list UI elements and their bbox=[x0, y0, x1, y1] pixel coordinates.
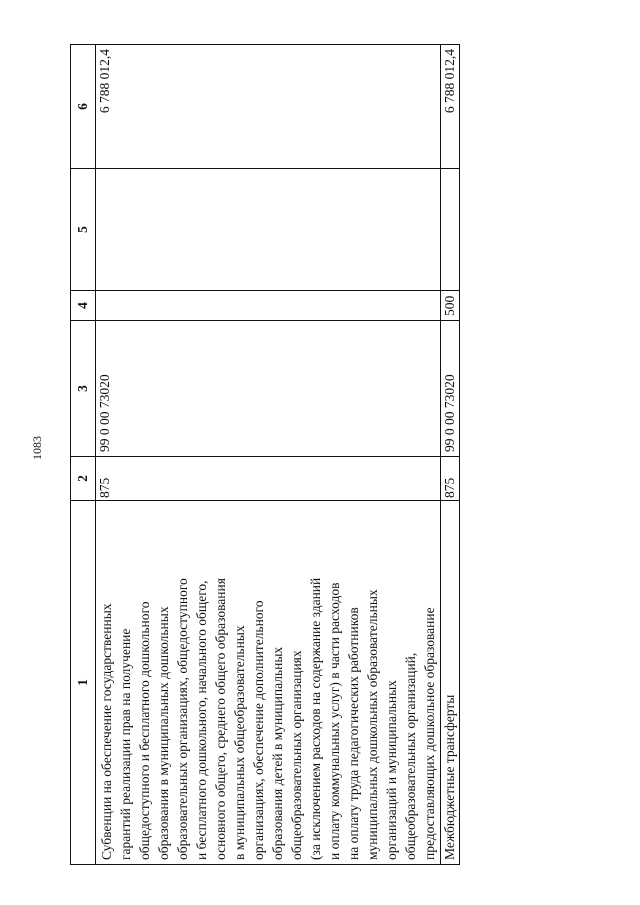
row-col-4: 500 bbox=[441, 291, 460, 321]
row-col-5 bbox=[96, 169, 441, 291]
table-header-row bbox=[71, 45, 96, 865]
row-description bbox=[96, 501, 441, 865]
row-col-3: 99 0 00 73020 bbox=[96, 321, 441, 457]
description-line: образования в муниципальных дошкольных bbox=[156, 606, 171, 860]
page-number: 1083 bbox=[30, 436, 44, 460]
description-line: образовательных организациях, общедоступного bbox=[175, 578, 190, 860]
row-col-3: 99 0 00 73020 bbox=[441, 321, 460, 457]
row-col-5 bbox=[441, 169, 460, 291]
description-line: общедоступного и бесплатного дошкольного bbox=[137, 601, 152, 860]
description-line: (за исключением расходов на содержание зданий bbox=[308, 577, 323, 860]
description-line: муниципальных дошкольных образовательных bbox=[365, 589, 380, 860]
header-col-6: 6 bbox=[71, 45, 96, 169]
row-col-6: 6 788 012,4 bbox=[96, 45, 441, 169]
description-line: на оплату труда педагогических работников bbox=[346, 607, 361, 860]
description-line: организациях, обеспечение дополнительного bbox=[251, 600, 266, 860]
row-col-4 bbox=[96, 291, 441, 321]
table-row bbox=[441, 45, 460, 865]
budget-table-container bbox=[70, 45, 457, 865]
description-line: основного общего, среднего общего образования bbox=[213, 578, 228, 860]
description-line: Субвенции на обеспечение государственных bbox=[99, 603, 114, 860]
row-col-2: 875 bbox=[96, 457, 441, 501]
description-line: организаций и муниципальных bbox=[384, 680, 399, 860]
description-line: образования детей в муниципальных bbox=[270, 646, 285, 860]
header-col-2: 2 bbox=[71, 457, 96, 501]
budget-table bbox=[70, 44, 460, 865]
description-line: и оплату коммунальных услуг) в части расходов bbox=[327, 582, 342, 860]
description-line: общеобразовательных организаций, bbox=[403, 652, 418, 860]
description-line: гарантий реализации прав на получение bbox=[118, 628, 133, 860]
rotated-table-frame bbox=[70, 45, 457, 865]
description-line: общеобразовательных организациях bbox=[289, 650, 304, 860]
row-col-2: 875 bbox=[441, 457, 460, 501]
description-line: в муниципальных общеобразовательных bbox=[232, 625, 247, 860]
header-col-3: 3 bbox=[71, 321, 96, 457]
row-description: Межбюджетные трансферты bbox=[441, 501, 460, 865]
description-line: и бесплатного дошкольного, начального общего, bbox=[194, 580, 209, 860]
header-col-4: 4 bbox=[71, 291, 96, 321]
table-row bbox=[96, 45, 441, 865]
row-col-6: 6 788 012,4 bbox=[441, 45, 460, 169]
header-col-1: 1 bbox=[71, 501, 96, 865]
header-col-5: 5 bbox=[71, 169, 96, 291]
description-line: предоставляющих дошкольное образование bbox=[422, 607, 437, 860]
